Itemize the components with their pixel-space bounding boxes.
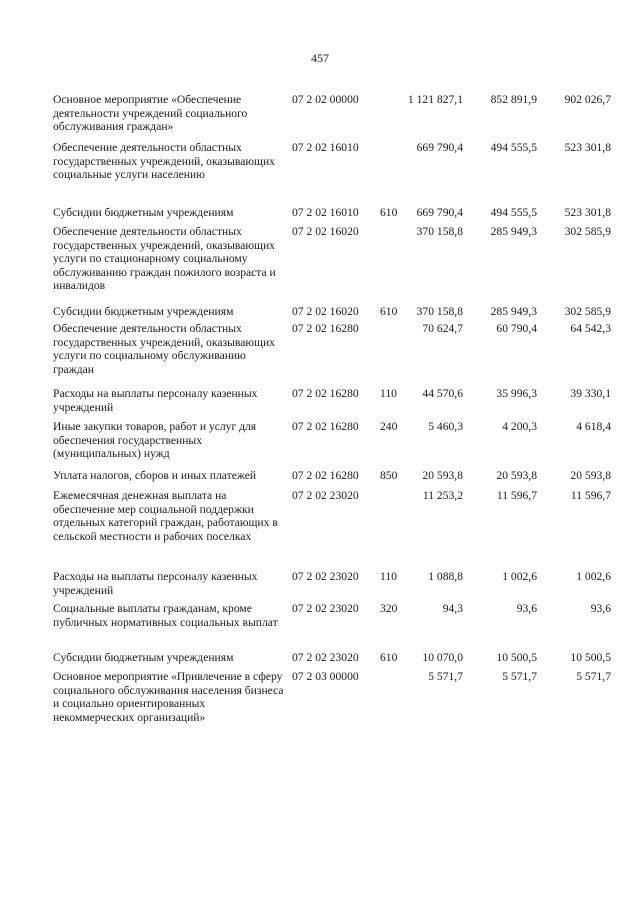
row-value-year-1: 370 158,8 (416, 225, 463, 238)
row-code: 07 2 02 16280 (292, 387, 359, 400)
row-value-year-2: 285 949,3 (490, 305, 537, 318)
row-value-year-2: 494 555,5 (490, 206, 537, 219)
row-value-year-2: 5 571,7 (502, 670, 537, 683)
row-value-year-1: 370 158,8 (416, 305, 463, 318)
row-name: Основное мероприятие «Привлечение в сферу социального обслуживания населения бизнеса и социально ориентированных некоммерческих организаций» (53, 670, 284, 724)
row-name: Субсидии бюджетным учреждениям (53, 305, 234, 318)
row-value-year-1: 44 570,6 (422, 387, 463, 400)
row-code: 07 2 02 16010 (292, 141, 359, 154)
row-value-year-3: 4 618,4 (576, 420, 611, 433)
row-value-year-3: 5 571,7 (576, 670, 611, 683)
row-code: 07 2 02 16280 (292, 469, 359, 482)
row-value-year-2: 11 596,7 (496, 489, 537, 502)
row-value-year-2: 494 555,5 (490, 141, 537, 154)
row-code: 07 2 02 16280 (292, 322, 359, 335)
row-code: 07 2 02 16020 (292, 225, 359, 238)
row-name: Обеспечение деятельности областных государственных учреждений, оказывающих услуги по социальному обслуживанию граждан (53, 322, 275, 376)
row-code: 07 2 02 16280 (292, 420, 359, 433)
row-value-year-3: 523 301,8 (564, 206, 611, 219)
row-value-year-2: 852 891,9 (490, 93, 537, 106)
row-value-year-3: 11 596,7 (570, 489, 611, 502)
row-expense-type: 610 (380, 651, 398, 664)
row-value-year-3: 64 542,3 (570, 322, 611, 335)
row-name: Расходы на выплаты персоналу казенных учреждений (53, 387, 258, 414)
row-value-year-3: 93,6 (590, 602, 611, 615)
row-value-year-2: 35 996,3 (496, 387, 537, 400)
row-value-year-2: 60 790,4 (496, 322, 537, 335)
row-value-year-3: 1 002,6 (576, 570, 611, 583)
row-value-year-1: 5 571,7 (428, 670, 463, 683)
row-expense-type: 320 (380, 602, 398, 615)
row-value-year-3: 302 585,9 (564, 305, 611, 318)
row-name: Основное мероприятие «Обеспечение деятельности учреждений социального обслуживания граждан» (53, 93, 248, 134)
row-value-year-1: 70 624,7 (422, 322, 463, 335)
row-value-year-1: 5 460,3 (428, 420, 463, 433)
row-value-year-1: 20 593,8 (422, 469, 463, 482)
row-value-year-3: 523 301,8 (564, 141, 611, 154)
row-value-year-3: 10 500,5 (570, 651, 611, 664)
row-value-year-2: 1 002,6 (502, 570, 537, 583)
row-name: Обеспечение деятельности областных государственных учреждений, оказывающих услуги по стационарному социальному обслуживанию граждан пожилого возраста и инвалидов (53, 225, 276, 293)
row-code: 07 2 02 23020 (292, 570, 359, 583)
row-expense-type: 110 (380, 387, 397, 400)
row-expense-type: 610 (380, 305, 398, 318)
row-value-year-2: 93,6 (516, 602, 537, 615)
row-value-year-2: 20 593,8 (496, 469, 537, 482)
row-value-year-1: 669 790,4 (416, 206, 463, 219)
row-name: Иные закупки товаров, работ и услуг для обеспечения государственных (муниципальных) нужд (53, 420, 257, 461)
row-value-year-2: 285 949,3 (490, 225, 537, 238)
row-code: 07 2 02 23020 (292, 651, 359, 664)
row-name: Социальные выплаты гражданам, кроме публичных нормативных социальных выплат (53, 602, 278, 629)
row-value-year-3: 902 026,7 (564, 93, 611, 106)
row-code: 07 2 02 23020 (292, 602, 359, 615)
row-value-year-3: 302 585,9 (564, 225, 611, 238)
row-value-year-1: 10 070,0 (422, 651, 463, 664)
row-value-year-2: 10 500,5 (496, 651, 537, 664)
row-code: 07 2 02 16010 (292, 206, 359, 219)
row-name: Обеспечение деятельности областных государственных учреждений, оказывающих социальные услуги населению (53, 141, 275, 182)
row-expense-type: 850 (380, 469, 398, 482)
row-value-year-3: 20 593,8 (570, 469, 611, 482)
page-number: 457 (311, 51, 329, 65)
row-name: Расходы на выплаты персоналу казенных учреждений (53, 570, 258, 597)
row-name: Субсидии бюджетным учреждениям (53, 206, 234, 219)
row-name: Субсидии бюджетным учреждениям (53, 651, 234, 664)
row-code: 07 2 02 16020 (292, 305, 359, 318)
row-name: Ежемесячная денежная выплата на обеспечение мер социальной поддержки отдельных категорий граждан, работающих в сельской местности и рабочих поселках (53, 489, 278, 543)
row-value-year-1: 669 790,4 (416, 141, 463, 154)
row-expense-type: 110 (380, 570, 397, 583)
row-value-year-1: 1 088,8 (428, 570, 463, 583)
row-value-year-1: 94,3 (442, 602, 463, 615)
row-code: 07 2 02 23020 (292, 489, 359, 502)
row-expense-type: 610 (380, 206, 398, 219)
row-value-year-2: 4 200,3 (502, 420, 537, 433)
row-name: Уплата налогов, сборов и иных платежей (53, 469, 257, 482)
row-value-year-1: 1 121 827,1 (407, 93, 463, 106)
row-code: 07 2 03 00000 (292, 670, 359, 683)
row-expense-type: 240 (380, 420, 398, 433)
row-code: 07 2 02 00000 (292, 93, 359, 106)
row-value-year-1: 11 253,2 (422, 489, 463, 502)
row-value-year-3: 39 330,1 (570, 387, 611, 400)
